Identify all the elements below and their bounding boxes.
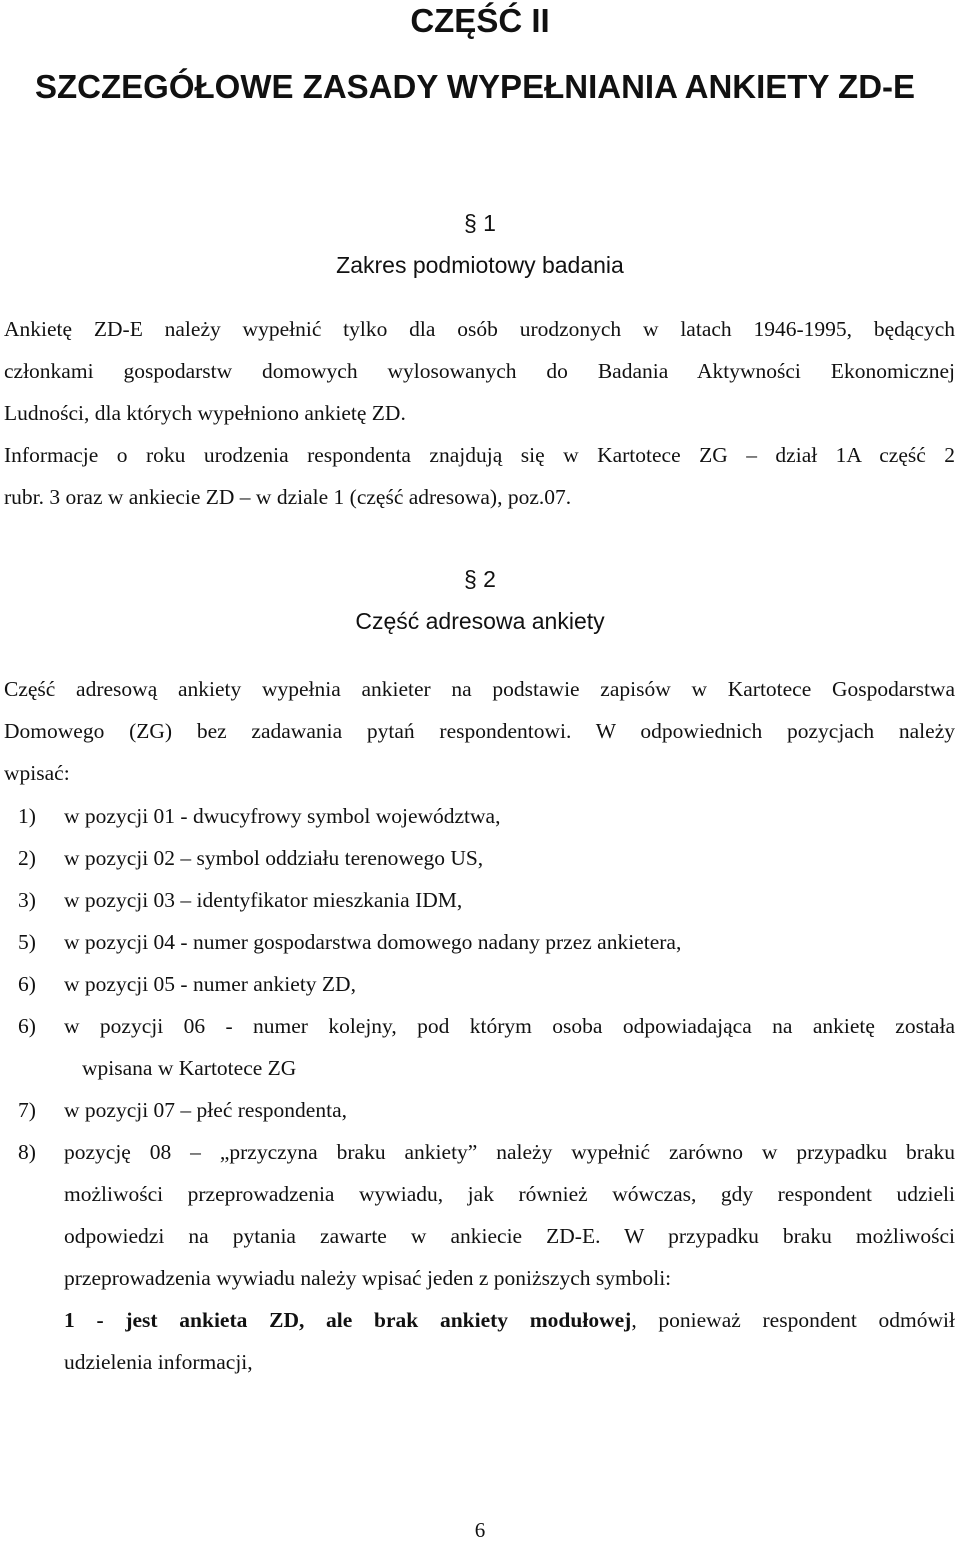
list-item-text: przeprowadzenia wywiadu należy wpisać jeden z poniższych symboli: (64, 1266, 672, 1290)
section-1-marker: § 1 (464, 210, 496, 236)
list-item-text: odpowiedzi na pytania zawarte w ankiecie ZD-E. W przypadku braku możliwości (64, 1224, 955, 1248)
symbol-bold-text: 1 - jest ankieta ZD, ale brak ankiety modułowej (64, 1308, 632, 1332)
list-item-number: 2) (18, 846, 36, 870)
list-item-number: 7) (18, 1098, 36, 1122)
page-number: 6 (474, 1518, 486, 1542)
section-2-paragraph (4, 668, 955, 794)
list-item-text: w pozycji 07 – płeć respondenta, (64, 1098, 347, 1122)
symbol-line-2: udzielenia informacji, (64, 1350, 253, 1374)
list-item (4, 963, 955, 1005)
section-1-paragraph (4, 308, 955, 518)
part-title: CZĘŚĆ II (410, 2, 550, 39)
list-item-number: 6) (18, 1014, 36, 1038)
list-item (4, 879, 955, 921)
list-item-number: 1) (18, 804, 36, 828)
symbol-entry (4, 1299, 955, 1383)
section-1-title: Zakres podmiotowy badania (336, 252, 624, 278)
list-item-number: 3) (18, 888, 36, 912)
list-item-text: w pozycji 02 – symbol oddziału terenowego US, (64, 846, 484, 870)
list-item-text: pozycję 08 – „przyczyna braku ankiety” należy wypełnić zarówno w przypadku braku (64, 1140, 955, 1164)
text-line: członkami gospodarstw domowych wylosowanych do Badania Aktywności Ekonomicznej (4, 359, 955, 383)
list-item-text: w pozycji 01 - dwucyfrowy symbol województwa, (64, 804, 501, 828)
list-item-text: wpisana w Kartotece ZG (82, 1056, 297, 1080)
list-item-number: 6) (18, 972, 36, 996)
position-list (4, 795, 955, 1383)
text-line: rubr. 3 oraz w ankiecie ZD – w dziale 1 (część adresowa), poz.07. (4, 485, 572, 509)
list-item-text: w pozycji 04 - numer gospodarstwa domowego nadany przez ankietera, (64, 930, 682, 954)
section-2-title: Część adresowa ankiety (355, 608, 605, 634)
list-item-text: w pozycji 05 - numer ankiety ZD, (64, 972, 356, 996)
list-item (4, 1005, 955, 1089)
section-2-marker: § 2 (464, 566, 496, 592)
list-item-number: 5) (18, 930, 36, 954)
list-item (4, 837, 955, 879)
list-item-text: możliwości przeprowadzenia wywiadu, jak również wówczas, gdy respondent udzieli (64, 1182, 955, 1206)
list-item (4, 1089, 955, 1131)
text-line: Domowego (ZG) bez zadawania pytań respondentowi. W odpowiednich pozycjach należy (4, 719, 955, 743)
text-line: Informacje o roku urodzenia respondenta znajdują się w Kartotece ZG – dział 1A część 2 (4, 443, 955, 467)
symbol-text: , ponieważ respondent odmówił (631, 1308, 955, 1332)
symbol-line (64, 1299, 955, 1341)
list-item (4, 1131, 955, 1299)
text-line: Ludności, dla których wypełniono ankietę ZD. (4, 401, 406, 425)
list-item-text: w pozycji 03 – identyfikator mieszkania IDM, (64, 888, 463, 912)
list-item-text: w pozycji 06 - numer kolejny, pod którym osoba odpowiadająca na ankietę została (64, 1014, 955, 1038)
text-line: Część adresową ankiety wypełnia ankieter na podstawie zapisów w Kartotece Gospodarstwa (4, 677, 955, 701)
list-item (4, 921, 955, 963)
text-line: Ankietę ZD-E należy wypełnić tylko dla osób urodzonych w latach 1946-1995, będących (4, 317, 955, 341)
main-title: SZCZEGÓŁOWE ZASADY WYPEŁNIANIA ANKIETY ZD-E (35, 68, 916, 105)
list-item (4, 795, 955, 837)
list-item-number: 8) (18, 1140, 36, 1164)
text-line: wpisać: (4, 761, 70, 785)
